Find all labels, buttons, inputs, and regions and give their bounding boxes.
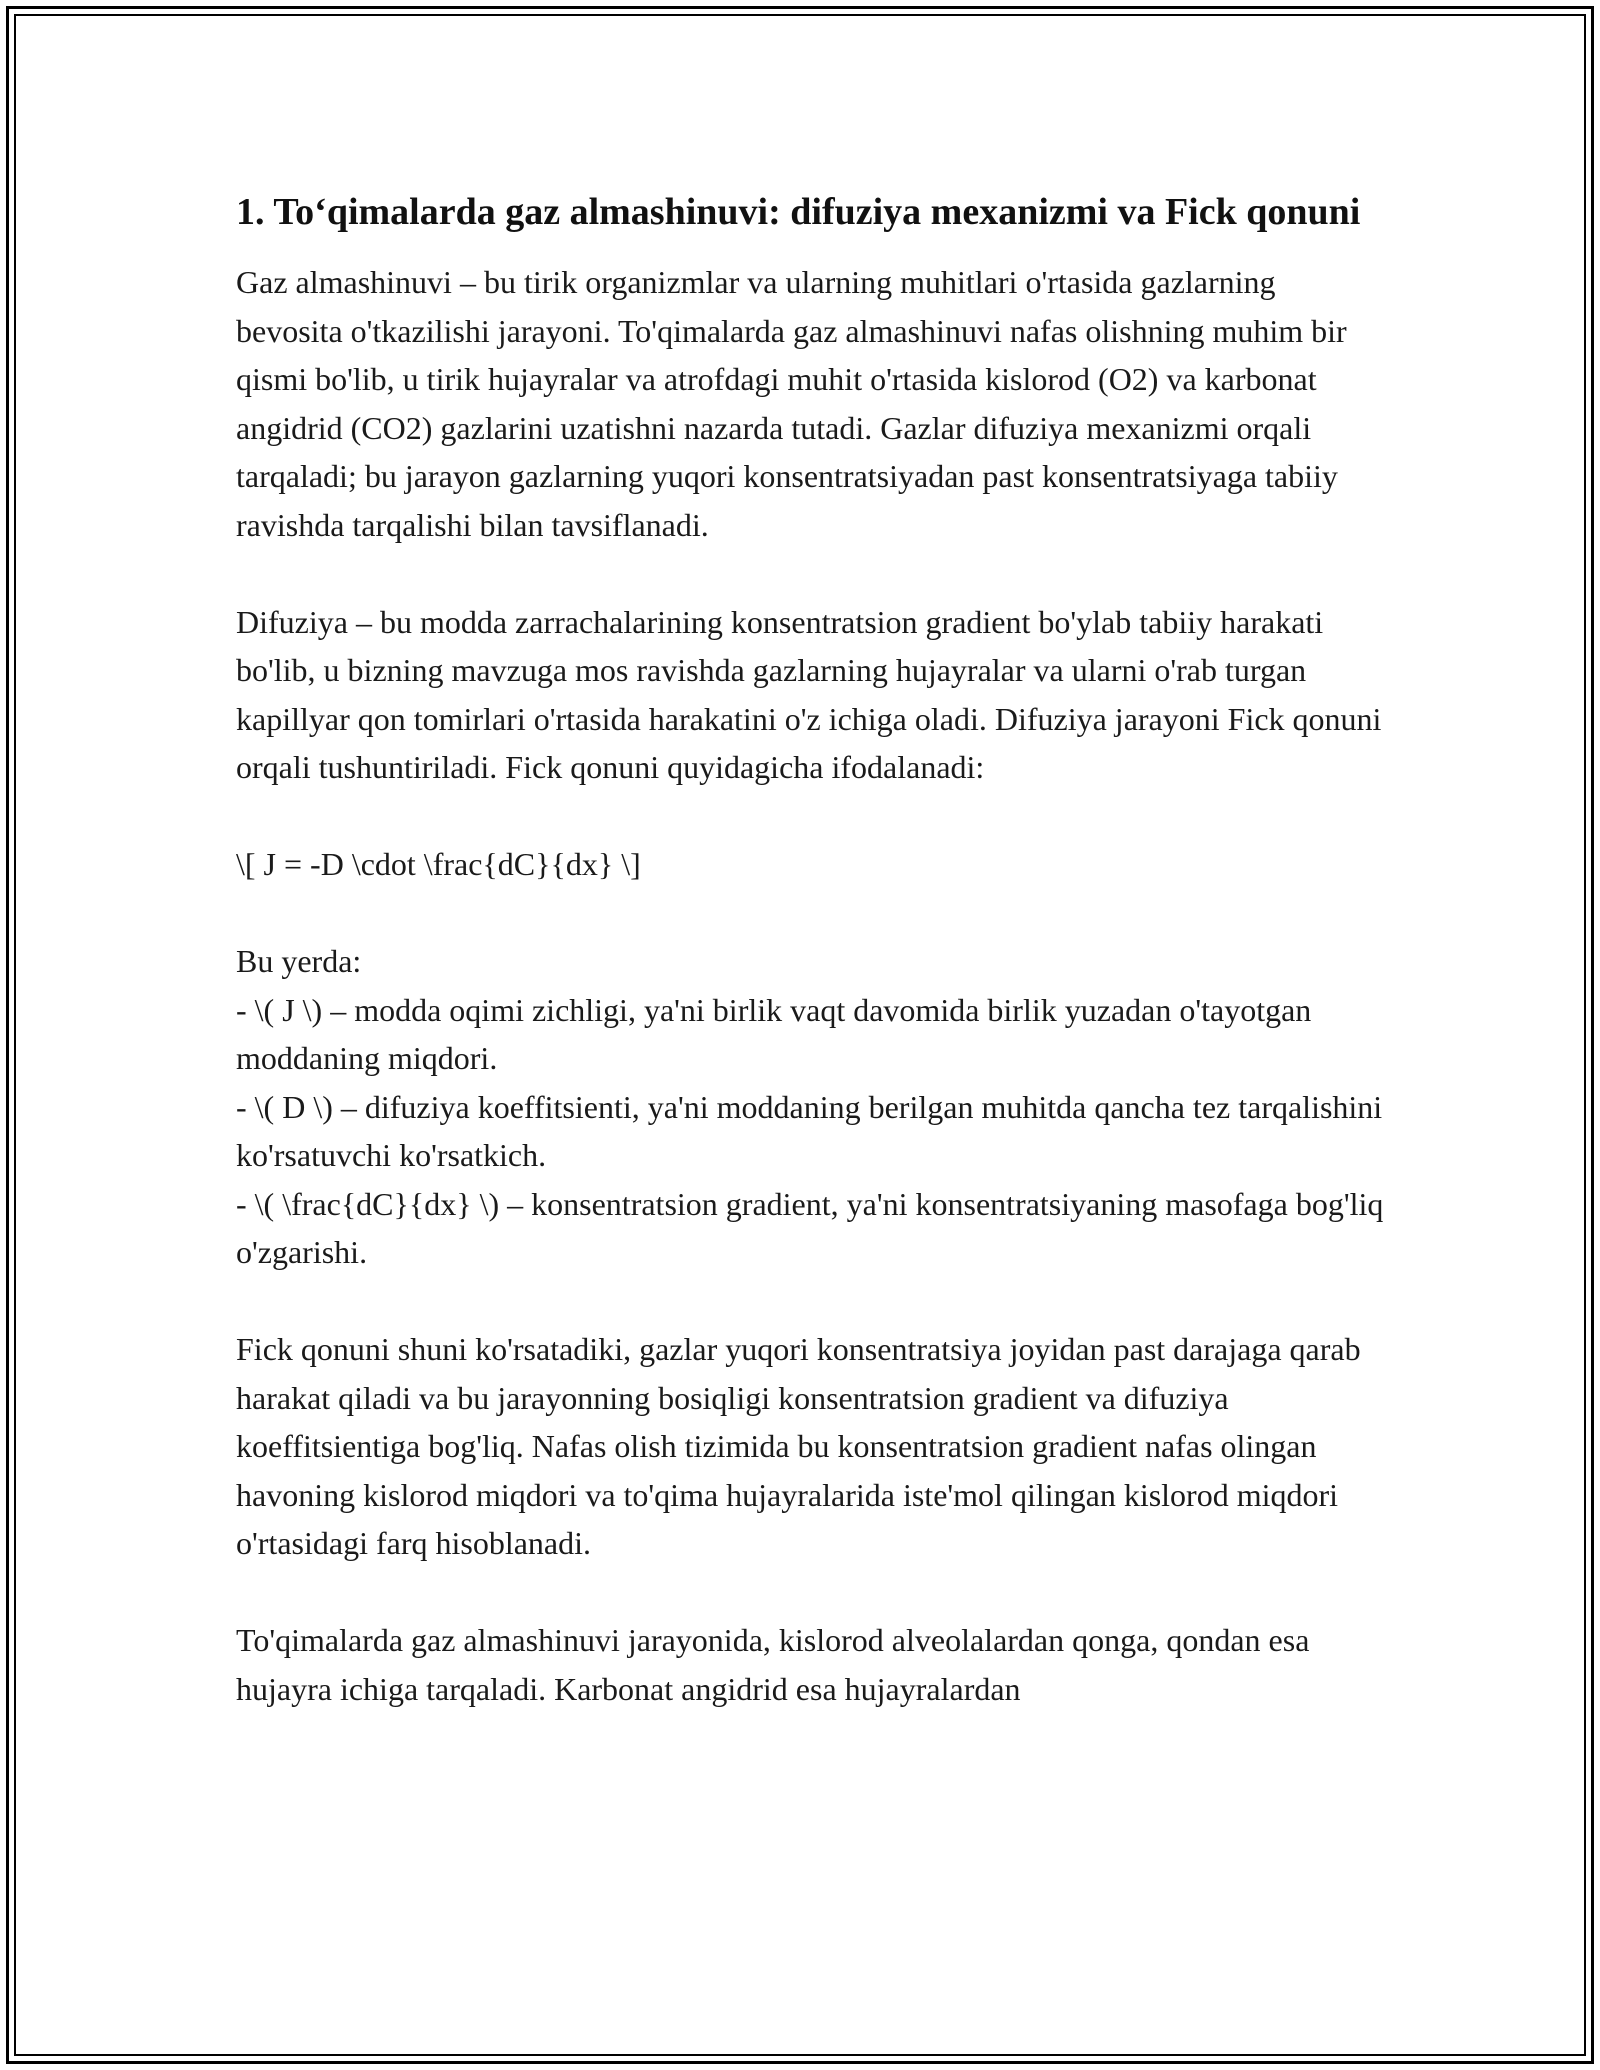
paragraph-gas-exchange: Gaz almashinuvi – bu tirik organizmlar va ularning muhitlari o'rtasida gazlarning bevosita o'tkazilishi jarayoni. To'qimalarda gaz almashinuvi nafas olishning muhim bir qismi bo'lib, u tirik hujayralar va atrofdagi muhit o'rtasida kislorod (O2) va karbonat angidrid (CO2) gazlarini uzatishni nazarda tutadi. Gazlar difuziya mexanizmi orqali tarqaladi; bu jarayon gazlarning yuqori konsentratsiyadan past konsentratsiyaga tabiiy ravishda tarqalishi bilan tavsiflanadi. xyxy=(236,264,1347,543)
definitions-intro: Bu yerda: xyxy=(236,943,362,979)
definition-d: - \( D \) – difuziya koeffitsienti, ya'ni moddaning berilgan muhitda qancha tez tarqalishini ko'rsatuvchi ko'rsatkich. xyxy=(236,1088,1383,1173)
paragraph-definitions xyxy=(236,937,1386,1277)
document-body xyxy=(236,185,1386,1713)
fick-law-formula: \[ J = -D \cdot \frac{dC}{dx} \] xyxy=(236,846,641,882)
section-heading: 1. To‘qimalarda gaz almashinuvi: difuziya mexanizmi va Fick qonuni xyxy=(236,191,1361,233)
paragraph-diffusion: Difuziya – bu modda zarrachalarining konsentratsion gradient bo'ylab tabiiy harakati bo'lib, u bizning mavzuga mos ravishda gazlarning hujayralar va ularni o'rab turgan kapillyar qon tomirlari o'rtasida harakatini o'z ichiga oladi. Difuziya jarayoni Fick qonuni orqali tushuntiriladi. Fick qonuni quyidagicha ifodalanadi: xyxy=(236,603,1382,785)
paragraph-fick-explanation: Fick qonuni shuni ko'rsatadiki, gazlar yuqori konsentratsiya joyidan past darajaga qarab harakat qiladi va bu jarayonning bosiqligi konsentratsion gradient va difuziya koeffitsientiga bog'liq. Nafas olish tizimida bu konsentratsion gradient nafas olingan havoning kislorod miqdori va to'qima hujayralarida iste'mol qilingan kislorod miqdori o'rtasidagi farq hisoblanadi. xyxy=(236,1331,1361,1561)
definition-j: - \( J \) – modda oqimi zichligi, ya'ni birlik vaqt davomida birlik yuzadan o'tayotgan moddaning miqdori. xyxy=(236,991,1312,1076)
definition-gradient: - \( \frac{dC}{dx} \) – konsentratsion gradient, ya'ni konsentratsiyaning masofaga bog'liq o'zgarishi. xyxy=(236,1185,1384,1270)
paragraph-tissue-exchange: To'qimalarda gaz almashinuvi jarayonida, kislorod alveolalardan qonga, qondan esa hujayra ichiga tarqaladi. Karbonat angidrid esa hujayralardan xyxy=(236,1622,1310,1707)
